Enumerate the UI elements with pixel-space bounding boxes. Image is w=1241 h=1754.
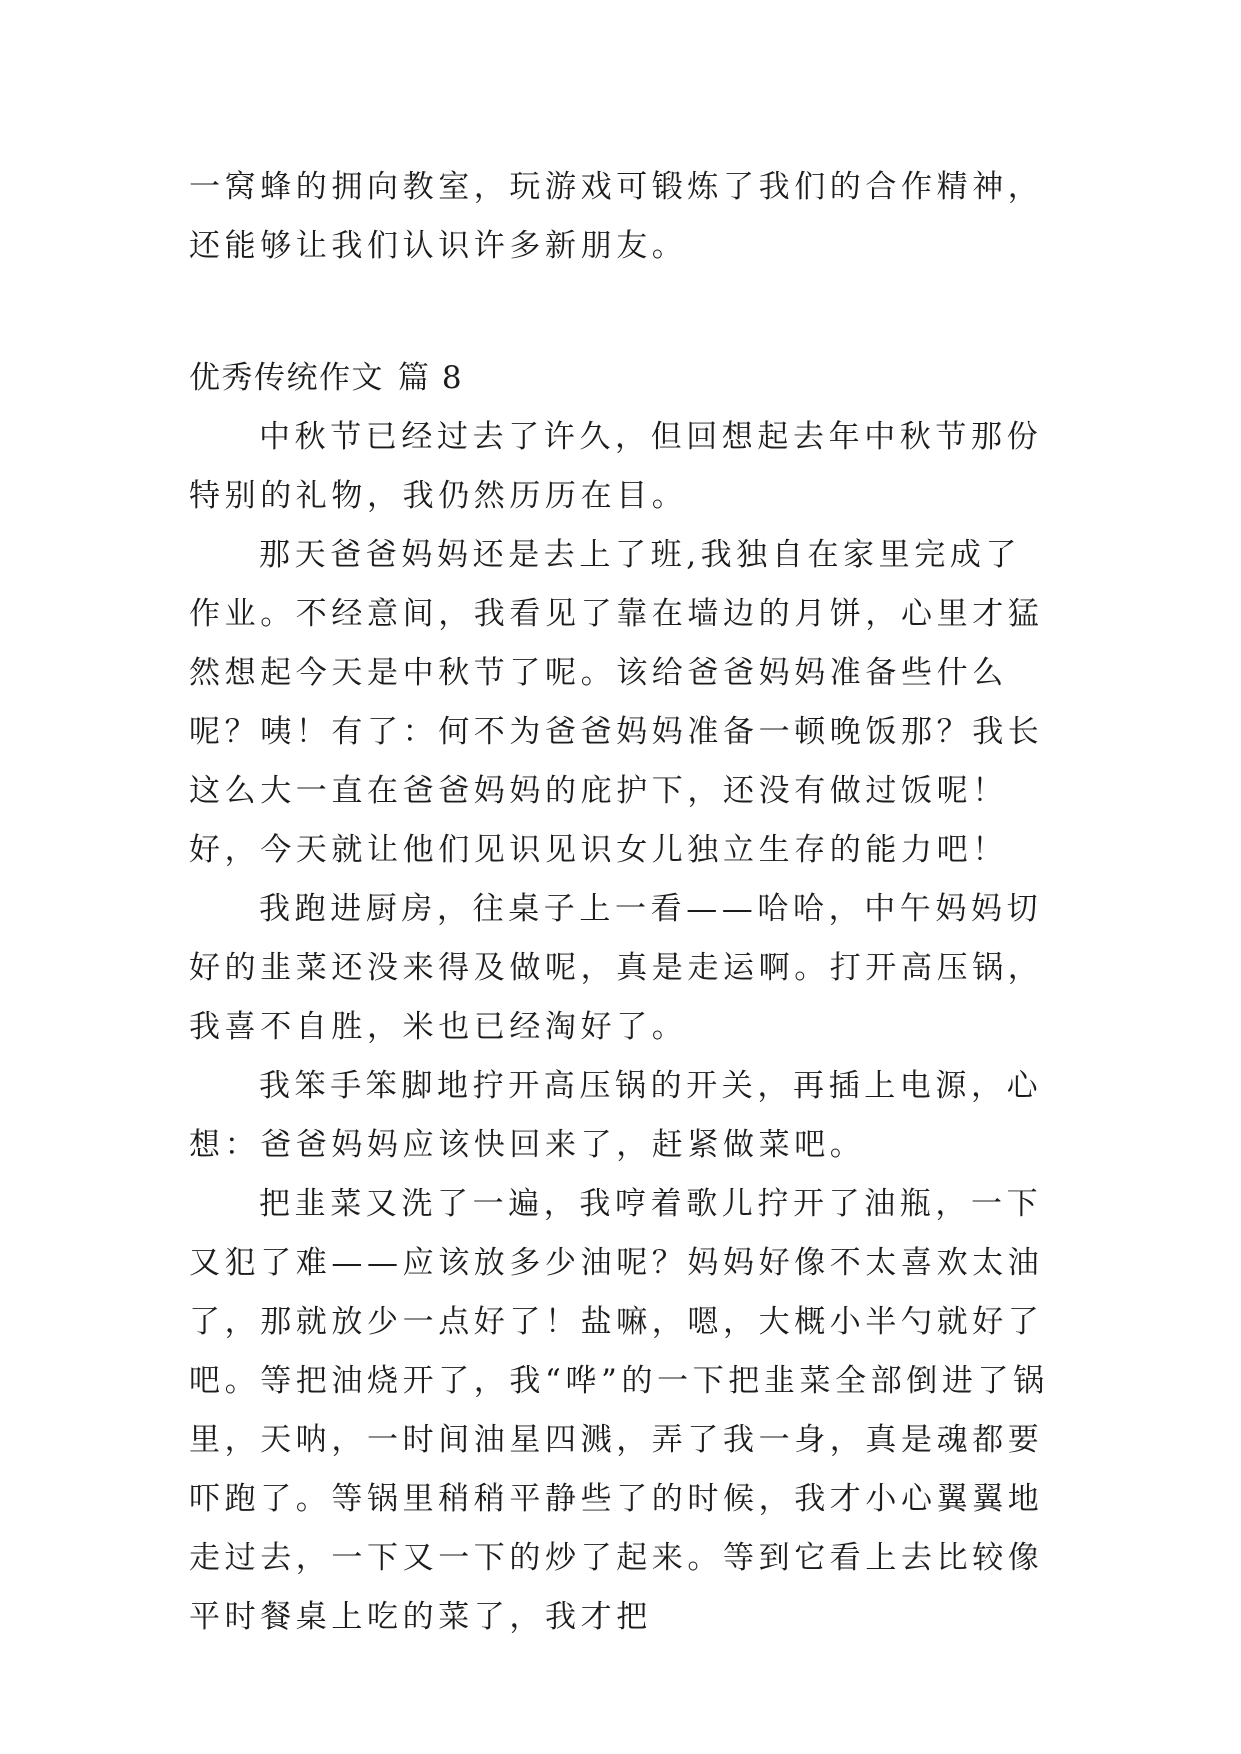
section-number: 篇 8 [398, 360, 464, 396]
paragraph-5: 把韭菜又洗了一遍，我哼着歌儿拧开了油瓶，一下又犯了难——应该放多少油呢？妈妈好像不太喜欢太油了，那就放少一点好了！盐嘛，嗯，大概小半勺就好了吧。等把油烧开了，我“哗”的一下把韭菜全部倒进了锅里，天呐，一时间油星四溅，弄了我一身，真是魂都要吓跑了。等锅里稍稍平静些了的时候，我才小心翼翼地走过去，一下又一下的炒了起来。等到它看上去比较像平时餐桌上吃的菜了，我才把 [189, 1186, 1049, 1635]
document-body [189, 158, 1051, 1647]
continuation-paragraph: 一窝蜂的拥向教室，玩游戏可锻炼了我们的合作精神，还能够让我们认识许多新朋友。 [189, 169, 1044, 264]
paragraph-3: 我跑进厨房，往桌子上一看——哈哈，中午妈妈切好的韭菜还没来得及做呢，真是走运啊。打开高压锅，我喜不自胜，米也已经淘好了。 [189, 891, 1044, 1045]
paragraph-2: 那天爸爸妈妈还是去上了班,我独自在家里完成了作业。不经意间，我看见了靠在墙边的月饼，心里才猛然想起今天是中秋节了呢。该给爸爸妈妈准备些什么呢？咦！有了：何不为爸爸妈妈准备一顿晚饭那？我长这么大一直在爸爸妈妈的庇护下，还没有做过饭呢！好，今天就让他们见识见识女儿独立生存的能力吧！ [189, 537, 1044, 868]
paragraph-1: 中秋节已经过去了许久，但回想起去年中秋节那份特别的礼物，我仍然历历在目。 [189, 419, 1043, 514]
section-heading [189, 349, 1051, 408]
section-title: 优秀传统作文 [189, 360, 384, 396]
paragraph-4: 我笨手笨脚地拧开高压锅的开关，再插上电源，心想：爸爸妈妈应该快回来了，赶紧做菜吧。 [189, 1068, 1043, 1163]
